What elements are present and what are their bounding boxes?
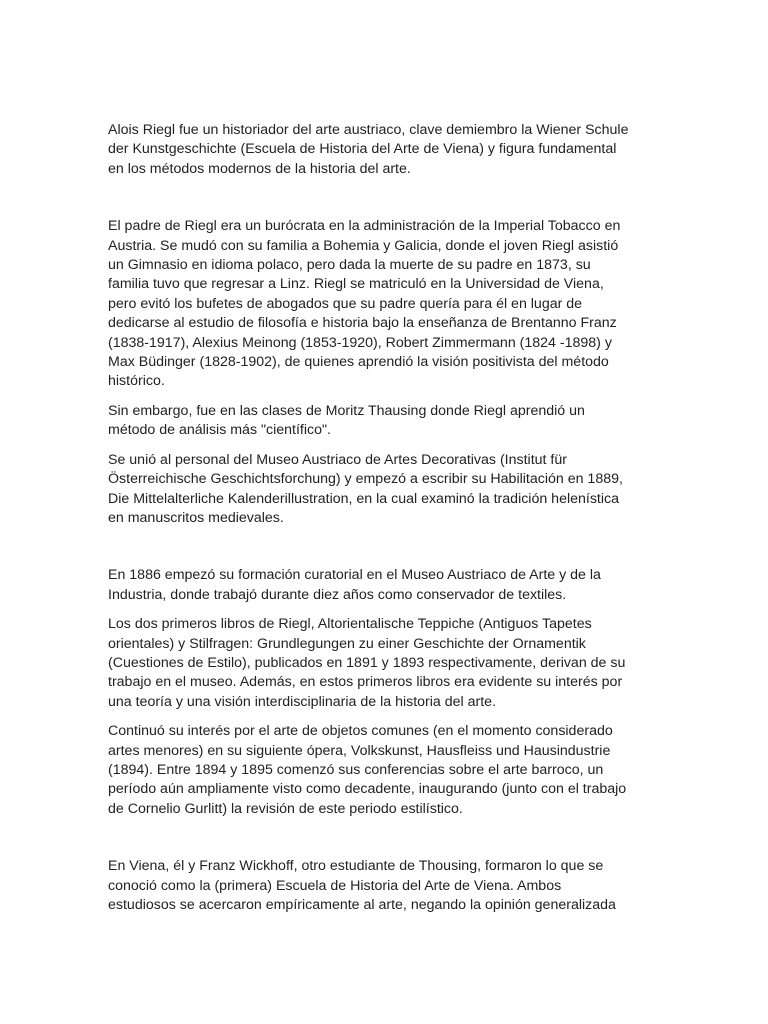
paragraph-common-objects: Continuó su interés por el arte de objetos comunes (en el momento considerado artes menores) en su siguiente ópera, Volkskunst, Hausfleiss und Hausindustrie (1894). Entre 1894 y 1895 comenzó sus conferencias sobre el arte barroco, un período aún ampliamente visto como decadente, inaugurando (junto con el trabajo de Cornelio Gurlitt) la revisión de este periodo estilístico.	[108, 723, 627, 817]
paragraph-museum-staff: Se unió al personal del Museo Austriaco de Artes Decorativas (Institut für Österreichische Geschichtsforchung) y empezó a escribir su Habilitación en 1889, Die Mittelalterliche Kalenderillustration, en la cual examinó la tradición helenística en manuscritos medievales.	[108, 451, 623, 526]
paragraph-intro: Alois Riegl fue un historiador del arte austriaco, clave demiembro la Wiener Schule der Kunstgeschichte (Escuela de Historia del Arte de Viena) y figura fundamental en los métodos modernos de la historia del arte.	[108, 122, 629, 177]
document-body	[108, 121, 648, 915]
paragraph-thausing: Sin embargo, fue en las clases de Moritz Thausing donde Riegl aprendió un método de análisis más "científico".	[108, 402, 585, 439]
paragraph-first-books: Los dos primeros libros de Riegl, Altorientalische Teppiche (Antiguos Tapetes orientales) y Stilfragen: Grundlegungen zu einer Geschichte der Ornamentik (Cuestiones de Estilo), publicados en 1891 y 1893 respectivamente, derivan de su trabajo en el museo. Además, en estos primeros libros era evidente su interés por una teoría y una visión interdisciplinaria de la historia del arte.	[108, 616, 626, 710]
paragraph-father: El padre de Riegl era un burócrata en la administración de la Imperial Tobacco en Austria. Se mudó con su familia a Bohemia y Galicia, donde el joven Riegl asistió un Gimnasio en idioma polaco, pero dada la muerte de su padre en 1873, su familia tuvo que regresar a Linz. Riegl se matriculó en la Universidad de Viena, pero evitó los bufetes de abogados que su padre quería para él en lugar de dedicarse al estudio de filosofía e historia bajo la enseñanza de Brentanno Franz (1838-1917), Alexius Meinong (1853-1920), Robert Zimmermann (1824 -1898) y Max Büdinger (1828-1902), de quienes aprendió la visión positivista del método histórico.	[108, 218, 621, 390]
paragraph-curatorial: En 1886 empezó su formación curatorial en el Museo Austriaco de Arte y de la Industria, donde trabajó durante diez años como conservador de textiles.	[108, 567, 601, 603]
paragraph-vienna-school: En Viena, él y Franz Wickhoff, otro estudiante de Thousing, formaron lo que se conoció como la (primera) Escuela de Historia del Arte de Viena. Ambos estudiosos se acercaron empíricamente al arte, negando la opinión generalizada	[108, 858, 616, 913]
